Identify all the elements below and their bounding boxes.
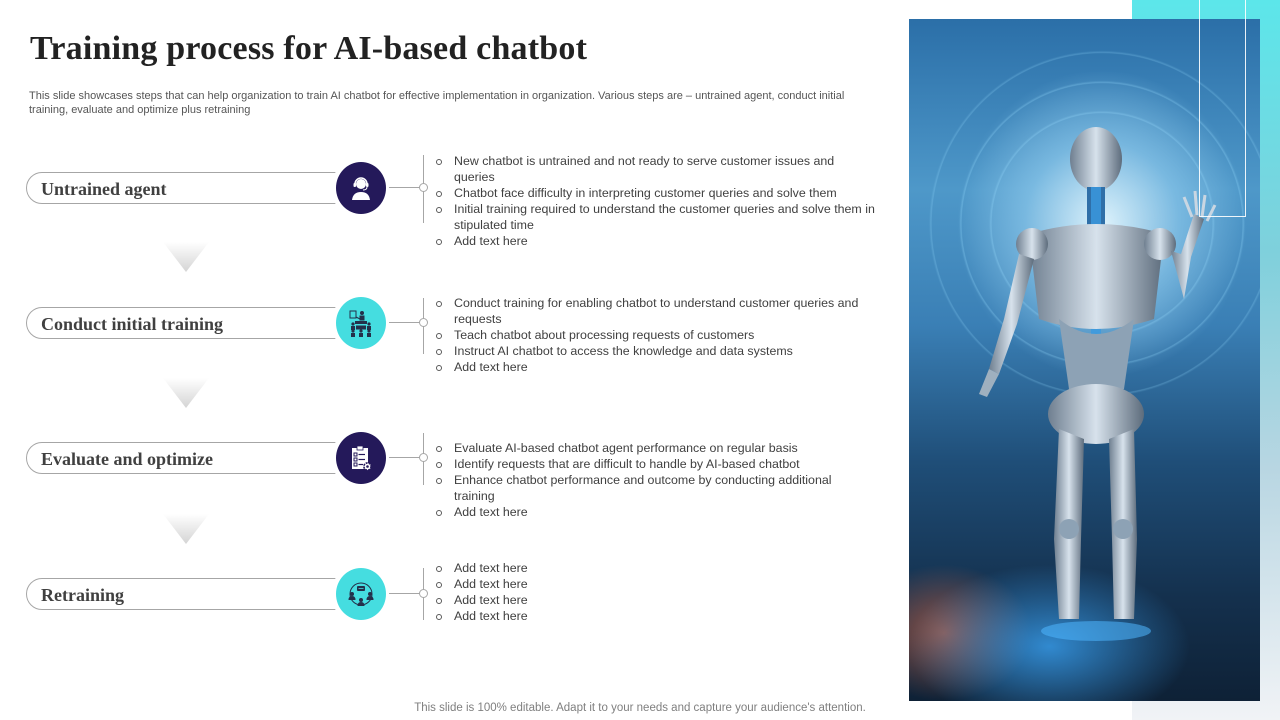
team-meeting-icon xyxy=(346,579,376,609)
connector-line xyxy=(389,322,421,323)
connector-node xyxy=(419,318,428,327)
bullet-list xyxy=(436,560,636,624)
step-icon-circle xyxy=(333,159,389,217)
bullet-item: Enhance chatbot performance and outcome by conducting additional training xyxy=(436,472,866,504)
footer-text: This slide is 100% editable. Adapt it to your needs and capture your audience's attention. xyxy=(414,702,866,714)
connector-node xyxy=(419,589,428,598)
bullet-item: Teach chatbot about processing requests of customers xyxy=(436,327,876,343)
bullet-item: Add text here xyxy=(436,233,856,249)
step-conduct-initial-training xyxy=(0,294,900,374)
bullet-item: Instruct AI chatbot to access the knowledge and data systems xyxy=(436,343,876,359)
step-label: Conduct initial training xyxy=(41,314,224,334)
connector-line xyxy=(389,457,421,458)
step-icon-circle xyxy=(333,294,389,352)
step-icon-circle xyxy=(333,429,389,487)
step-label: Retraining xyxy=(41,585,124,605)
bullet-item: New chatbot is untrained and not ready to serve customer issues and queries xyxy=(436,153,856,185)
decorative-frame-outline xyxy=(1199,0,1246,217)
checklist-gear-icon xyxy=(346,443,376,473)
connector-line xyxy=(389,187,421,188)
step-label-pill xyxy=(26,442,356,474)
bullet-item: Initial training required to understand the customer queries and solve them in stipulated time xyxy=(436,201,896,233)
bullet-item: Identify requests that are difficult to handle by AI-based chatbot xyxy=(436,456,866,472)
step-evaluate-and-optimize xyxy=(0,429,900,519)
bullet-item: Add text here xyxy=(436,359,876,375)
step-label: Evaluate and optimize xyxy=(41,449,214,469)
step-untrained-agent xyxy=(0,154,900,248)
down-arrow-icon xyxy=(163,242,209,272)
bullet-list xyxy=(436,153,875,249)
bullet-item: Add text here xyxy=(436,560,636,576)
down-arrow-icon xyxy=(163,514,209,544)
down-arrow-icon xyxy=(163,378,209,408)
step-label-pill xyxy=(26,578,356,610)
step-retraining xyxy=(0,561,900,629)
customer-support-headset-icon xyxy=(346,173,376,203)
bullet-item: Chatbot face difficulty in interpreting customer queries and solve them xyxy=(436,185,896,201)
bullet-item: Add text here xyxy=(436,576,636,592)
training-presentation-icon xyxy=(346,308,376,338)
slide-subtitle: This slide showcases steps that can help organization to train AI chatbot for effective implementation in organization. Various steps are – untrained agent, conduct initial training, evaluate and optimize plus retraining xyxy=(29,90,845,116)
bullet-item: Add text here xyxy=(436,608,636,624)
bullet-item: Add text here xyxy=(436,592,636,608)
bullet-item: Add text here xyxy=(436,504,866,520)
slide-title: Training process for AI-based chatbot xyxy=(30,30,588,67)
step-label: Untrained agent xyxy=(41,179,167,199)
bullet-item: Evaluate AI-based chatbot agent performance on regular basis xyxy=(436,440,866,456)
footer-note xyxy=(0,702,1280,714)
step-label-pill xyxy=(26,172,356,204)
step-label-pill xyxy=(26,307,356,339)
bullet-list xyxy=(436,440,866,520)
connector-node xyxy=(419,453,428,462)
connector-node xyxy=(419,183,428,192)
bullet-list xyxy=(436,295,876,375)
connector-line xyxy=(389,593,421,594)
step-icon-circle xyxy=(333,565,389,623)
bullet-item: Conduct training for enabling chatbot to understand customer queries and requests xyxy=(436,295,876,327)
